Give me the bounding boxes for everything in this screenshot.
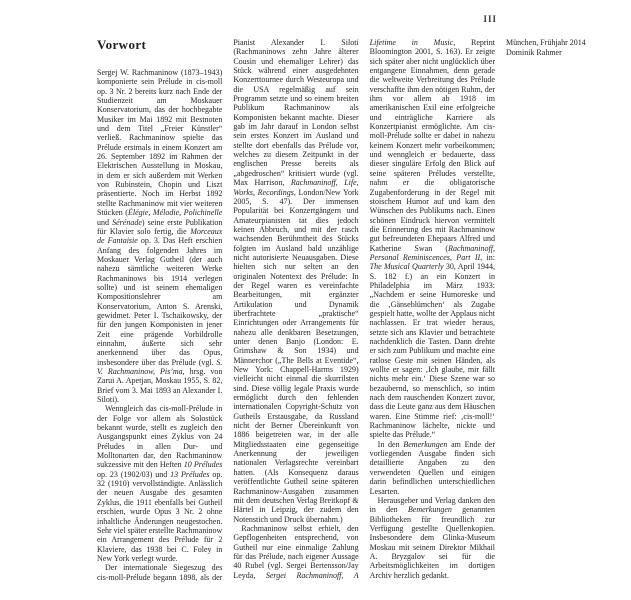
preface-paragraph: Sergej W. Rachmaninow (1873–1943) komponierte sein Prélude in cis-moll op. 3 Nr. 2 bereits kurz nach Ende der Studienzeit am Moskauer Konservatorium, das der hochbegabte Musiker im Mai 1892 mit Bestnoten und dem Titel „Freier Künstler“ verließ. Rachmaninow spielte das Prélude erstmals in einem Konzert am 26. September 1892 im Rahmen der Elektrischen Ausstellung in Moskau, in dem er sich außerdem mit Werken von Rubinstein, Chopin und Liszt präsentierte. Noch im Herbst 1892 stellte Rachmaninow mit vier weiteren Stücken (Élégie, Mélodie, Polichinelle und Sérénade) seine erste Publikation für Klavier solo fertig, die Morceaux de Fantaisie op. 3. Das Heft erschien Anfang des folgenden Jahres im Moskauer Verlag Gutheil (der auch nahezu sämtliche weiteren Werke Rachmaninows bis 1914 verlegen sollte) und ist seinem ehemaligen Kompositionslehrer am Konservatorium, Anton S. Arenski, gewidmet. Peter I. Tschaikowsky, der für den jungen Komponisten in jener Zeit eine prägende Vorbildrolle einnahm, äußerte sich sehr anerkennend über das Opus, insbesondere über das Prélude (vgl. S. V. Rachmaninow, Pis’ma, hrsg. von Zarui A. Apetjan, Moskau 1955, S. 82, Brief vom 3. Mai 1893 an Alexander I. Siloti). xyxy=(97,68,223,405)
signature-author: Dominik Rahmer xyxy=(505,47,562,57)
preface-heading: Vorwort xyxy=(97,37,147,52)
preface-body xyxy=(97,37,586,588)
preface-paragraph: Der internationale Siegeszug des cis-moll-Prélude begann 1898, als der Pianist Alexander I. Siloti (Rachmaninows zehn Jahre älterer Cousin und ehemaliger Lehrer) das Stück während einer ausgedehnten Konzerttournee durch Westeuropa und die USA regelmäßig auf sein Programm setzte und so einem breiten Publikum Rachmaninow als Komponisten bekannt machte. Dieser gab im Jahr darauf in London selbst sein erstes Konzert im Ausland und stellte dort ebenfalls das Prélude vor, welches zu diesem Zeitpunkt in der englischen Presse bereits als „abgedroschen“ kritisiert wurde (vgl. Max Harrison, Rachmaninoff, Life, Works, Recordings, London/New York 2005, S. 47). Der immensen Popularität bei Konzertgängern und Amateurpianisten tat dies jedoch keinen Abbruch, und mit der rasch wachsenden Berühmtheit des Stücks folgten im Ausland bald unzählige nicht autorisierte Neuausgaben. Diese hielten sich nur selten an den originalen Notentext des Prélude: In der Regel waren es vereinfachte Bearbeitungen, mit ergänzter Artikulation und Dynamik überfrachtete „praktische“ Einrichtungen oder Arrangements für nahezu alle denkbaren Besetzungen, unter denen Banjo (London: E. Grimshaw & Son 1934) und Männerchor („The Bells at Eventide“, New York: Chappell-Harms 1929) vielleicht nicht einmal die skurrilsten sind. Diese völlig legale Praxis wurde ermöglicht durch den fehlenden internationalen Copyright-Schutz von Gutheils Erstausgabe, da Russland nicht der Berner Übereinkunft von 1886 beigetreten war, in der alle Mitgliedsstaaten eine gegenseitige Anerkennung der jeweiligen nationalen Verlagsrechte vereinbart hatten. (Als Konsequenz daraus veröffentlichte Gutheil seine späteren Rachmaninow-Ausgaben zusammen mit dem deutschen Verlag Breitkopf & Härtel in Leipzig, der zudem den Notenstich und Druck übernahm.) xyxy=(97,38,359,582)
signature-block xyxy=(506,38,631,57)
preface-paragraph: Herausgeber und Verlag danken den in den Bemerkungen genannten Bibliotheken für freundlich zur Verfügung gestellte Quellenkopien. Insbesondere dem Glinka-Museum Moskau mit seinem Direktor Mikhail A. Bryzgalov sei für die Arbeitsmöglichkeiten im dortigen Archiv herzlich gedankt. xyxy=(369,495,495,580)
page-number: III xyxy=(483,14,497,24)
signature-place-date: München, Frühjahr 2014 xyxy=(505,38,586,47)
preface-paragraph: In den Bemerkungen am Ende der vorliegenden Ausgabe finden sich detaillierte Angaben zu den verwendeten Quellen und einigen darin befindlichen unterschiedlichen Lesarten. xyxy=(369,439,495,496)
preface-paragraph: Wenngleich das cis-moll-Prélude in der Folge vor allem als Solostück bekannt wurde, stellt es zugleich den Ausgangspunkt eines Zyklus von 24 Préludes in allen Dur- und Molltonarten dar, den Rachmaninow sukzessive mit den Heften 10 Préludes op. 23 (1902/03) und 13 Préludes op. 32 (1910) vervollständigte. Anlässlich der neuen Ausgabe des gesamten Zyklus, die 1911 ebenfalls bei Gutheil erschien, wurde Opus 3 Nr. 2 ohne inhaltliche Änderungen neugestochen. Sehr viel später erstellte Rachmaninow ein Arrangement des Prélude für 2 Klaviere, das 1938 bei C. Foley in New York verlegt wurde. xyxy=(97,404,223,563)
preface-paragraph: Rachmaninow selbst erhielt, den Gepflogenheiten entsprechend, von Gutheil nur eine einmalige Zahlung für das Prélude, nach eigener Aussage 40 Rubel (vgl. Sergei Bertensson/Jay Leyda, Sergei Rachmaninoff, A Lifetime in Music, Reprint Bloomington 2001, S. 163). Er zeigte sich später aber nicht unglücklich über entgangene Einnahmen, denn gerade die weltweite Verbreitung des Prélude verschaffte ihm den nötigen Ruhm, der ihm vor allem ab 1918 im amerikanischen Exil eine erfolgreiche und einträgliche Karriere als Konzertpianist ermöglichte. Am cis-moll-Prélude sollte er dabei in nahezu keinem Konzert mehr vorbeikommen; und wenngleich er bedauerte, dass dieser singuläre Erfolg den Blick auf seine späteren Préludes verstellte, nahm er die obligatorische Zugabenforderung in der Regel mit stoischem Humor auf und kam den Wünschen des Publikums nach. Einen schönen Eindruck hiervon vermittelt die Erinnerung des mit Rachmaninow gut befreundeten Ehepaars Alfred und Katherine Swan (Rachmaninoff, Personal Reminiscences, Part II, in: The Musical Quarterly 30, April 1944, S. 182 f.) an ein Konzert in Philadelphia im März 1933: „Nachdem er seine Humoreske und die ‚Gänseblümchen‘ als Zugabe gespielt hatte, wollte der Applaus nicht nachlassen. Er trat wieder heraus, setzte sich ans Klavier und betrachtete nachdenklich die Tasten. Dann drehte er sich zum Publikum und machte eine ratlose Geste mit seinen Händen, als wollte er sagen: ‚Ich glaube, mir fällt nichts mehr ein.‘ Diese Szene war so bezaubernd, so menschlich, so intim nach dem rauschenden Konzert zuvor, dass die Leute ganz aus dem Häuschen waren. Eine Stimme rief: ‚cis-moll!‘ Rachmaninow lächelte, nickte und spielte das Prélude.“ xyxy=(233,38,495,580)
